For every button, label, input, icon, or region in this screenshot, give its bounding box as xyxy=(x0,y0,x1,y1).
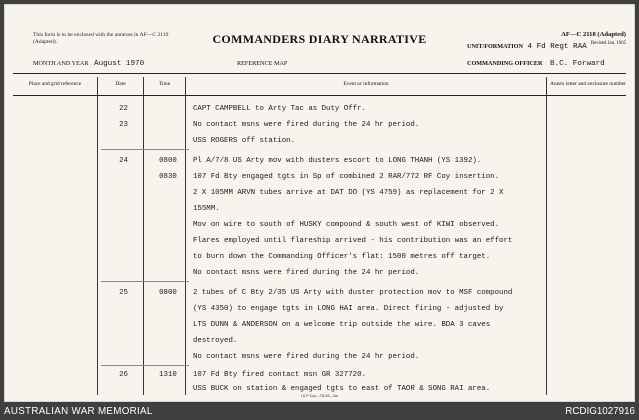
table-row xyxy=(5,233,634,249)
column-header-rule xyxy=(13,95,626,96)
col-head-time: Time xyxy=(158,81,171,87)
form-title: COMMANDERS DIARY NARRATIVE xyxy=(212,32,427,46)
row-divider xyxy=(101,281,189,282)
table-row xyxy=(5,217,634,233)
entry-event: 2 X 105MM ARVN tubes arrive at DAT DO (YS 4759) as replacement for 2 X xyxy=(193,189,504,197)
unit-value: 4 Fd Regt RAA xyxy=(527,43,587,51)
table-row xyxy=(5,153,634,169)
entry-time: 0830 xyxy=(159,173,177,181)
entry-event: No contact msns were fired during the 24 hr period. xyxy=(193,353,420,361)
table-row xyxy=(5,317,634,333)
entry-event: Flares employed until flareship arrived - his contribution was an effort xyxy=(193,237,513,245)
archive-name: AUSTRALIAN WAR MEMORIAL xyxy=(4,406,153,417)
col-head-annex: Annex letter and enclosure number xyxy=(550,81,626,87)
entry-date: 26 xyxy=(119,371,128,379)
reference-map-label: REFERENCE MAP xyxy=(237,60,288,67)
table-row xyxy=(5,249,634,265)
entry-event: No contact msns were fired during the 24 hr period. xyxy=(193,269,420,277)
month-year-field xyxy=(33,60,144,68)
commanding-officer-field xyxy=(467,60,605,68)
table-row xyxy=(5,349,634,365)
co-label: COMMANDING OFFICER xyxy=(467,60,543,67)
entry-event: (YS 4350) to engage tgts in LONG HAI area. Direct firing - adjusted by xyxy=(193,305,504,313)
table-row xyxy=(5,117,634,133)
archive-footer xyxy=(0,402,639,420)
entry-date: 24 xyxy=(119,157,128,165)
col-head-event: Event or information xyxy=(343,81,389,87)
entry-event: 107 Fd Bty fired contact msn GR 327720. xyxy=(193,371,366,379)
entry-time: 0800 xyxy=(159,157,177,165)
table-row xyxy=(5,333,634,349)
month-label: MONTH AND YEAR xyxy=(33,60,89,67)
entry-event: USS ROGERS off station. xyxy=(193,137,296,145)
entry-time: 0800 xyxy=(159,289,177,297)
form-revision: Revised Jan, 1965 xyxy=(590,41,626,46)
col-head-date: Date xyxy=(115,81,126,87)
table-row xyxy=(5,133,634,149)
entry-event: to burn down the Commanding Officer's flat: 1500 metres off target. xyxy=(193,253,491,261)
form-code: AF—C 2118 (Adapted) xyxy=(561,31,626,38)
entry-event: LTS DUNN & ANDERSON on a welcome trip outside the wire. BDA 3 caves xyxy=(193,321,491,329)
unit-label: UNIT/FORMATION xyxy=(467,43,523,50)
entry-event: 107 Fd Bty engaged tgts in Sp of combined 2 RAR/772 RF Coy insertion. xyxy=(193,173,500,181)
co-value: B.C. Forward xyxy=(550,60,605,68)
table-row xyxy=(5,101,634,117)
entry-event: Pl A/7/8 US Arty mov with dusters escort to LONG THANH (YS 1392). xyxy=(193,157,482,165)
entry-event: destroyed. xyxy=(193,337,238,345)
entry-event: CAPT CAMPBELL to Arty Tac as Duty Offr. xyxy=(193,105,366,113)
entry-date: 22 xyxy=(119,105,128,113)
entry-event: 2 tubes of C Bty 2/35 US Arty with duster protection mov to MSF compound xyxy=(193,289,513,297)
entry-event: 155MM. xyxy=(193,205,220,213)
table-row xyxy=(5,201,634,217)
entry-event: USS BUCK on station & engaged tgts to east of TAOR & SONG RAI area. xyxy=(193,385,491,393)
entry-event: No contact msns were fired during the 24 hr period. xyxy=(193,121,420,129)
entry-date: 23 xyxy=(119,121,128,129)
archive-record-id: RCDIG1027916 xyxy=(565,406,635,417)
entry-date: 25 xyxy=(119,289,128,297)
table-row xyxy=(5,169,634,185)
table-row xyxy=(5,285,634,301)
month-value: August 1970 xyxy=(94,60,145,68)
row-divider xyxy=(101,149,189,150)
table-row xyxy=(5,301,634,317)
col-head-place: Place and grid reference xyxy=(28,81,82,87)
table-row xyxy=(5,185,634,201)
unit-formation-field xyxy=(467,43,587,51)
form-instruction-note: This form is to be enclosed with the annexes in AF—C 2119 (Adapted). xyxy=(33,32,169,45)
entry-event: Mov on wire to south of HUSKY compound & south west of KIWI observed. xyxy=(193,221,500,229)
header-rule xyxy=(13,73,626,74)
row-divider xyxy=(101,365,189,366)
entry-time: 1310 xyxy=(159,371,177,379)
table-row xyxy=(5,265,634,281)
diary-sheet xyxy=(4,4,635,402)
printer-imprint: I & P Coy—73L93—3m xyxy=(300,394,339,398)
